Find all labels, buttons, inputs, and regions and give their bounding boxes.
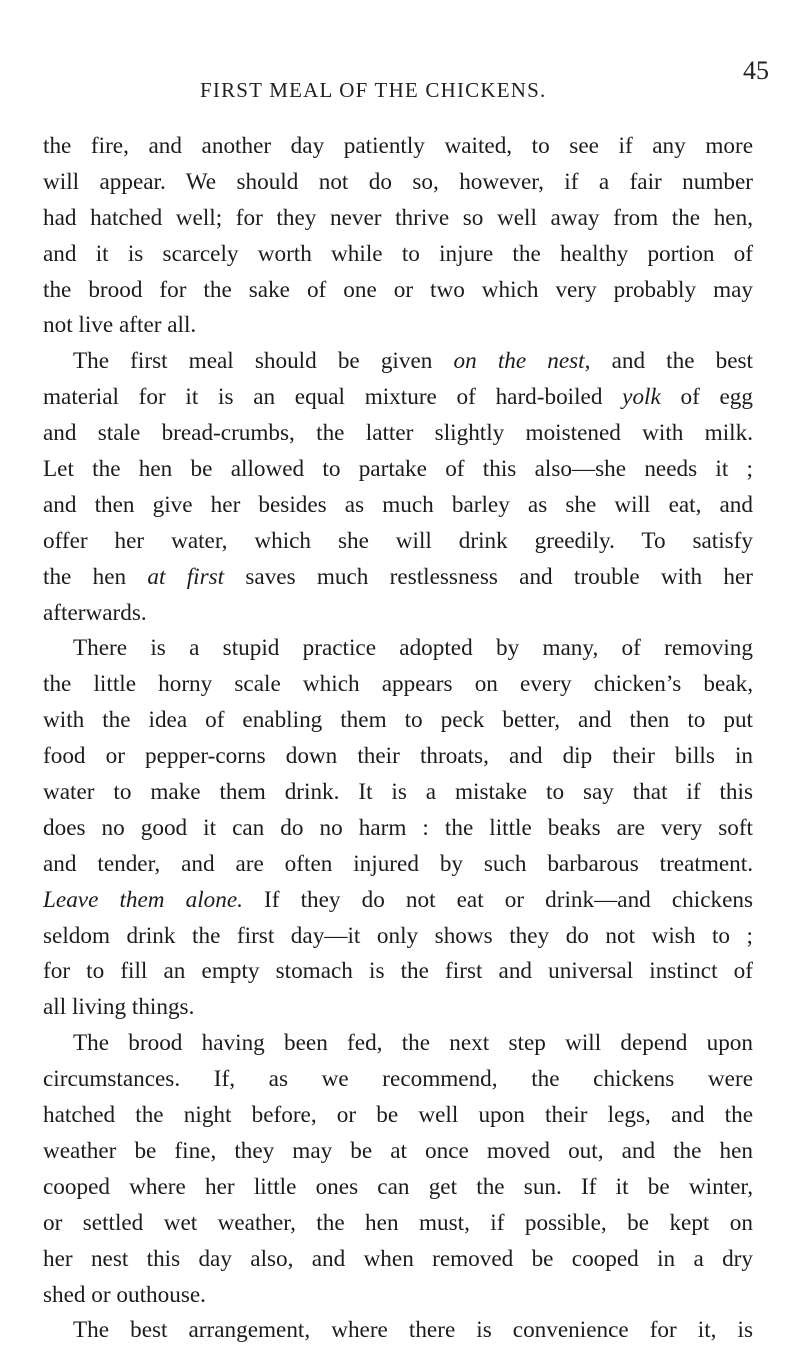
text-line: [43, 524, 753, 560]
text-segment: The first meal should be given: [73, 348, 454, 375]
text-line: [43, 237, 753, 273]
text-segment: cooped where her little ones can get the sun. If it be winter,: [43, 1173, 753, 1200]
text-line: [43, 1242, 753, 1278]
text-segment: If they do not eat or drink—and chickens: [242, 886, 753, 913]
text-segment: saves much restlessness and trouble with her: [224, 563, 754, 590]
text-segment: and the best: [590, 348, 753, 375]
text-segment: does no good it can do no harm : the little beaks are very soft: [43, 814, 753, 841]
text-segment: the little horny scale which appears on every chicken’s beak,: [43, 671, 753, 698]
text-line: [43, 344, 753, 380]
text-segment: water to make them drink. It is a mistake to say that if this: [43, 779, 753, 806]
text-segment: her nest this day also, and when removed be cooped in a dry: [43, 1245, 753, 1272]
text-segment: material for it is an equal mixture of hard-boiled: [43, 384, 623, 411]
text-segment: and tender, and are often injured by such barbarous treatment.: [43, 850, 753, 877]
text-line: [43, 308, 753, 344]
text-segment: seldom drink the first day—it only shows they do not wish to ;: [43, 922, 753, 949]
text-line: [43, 1062, 753, 1098]
text-line: [43, 667, 753, 703]
text-segment: all living things.: [43, 994, 195, 1021]
text-segment: and stale bread-crumbs, the latter slightly moistened with milk.: [43, 420, 753, 447]
text-line: [43, 847, 753, 883]
text-line: [43, 165, 753, 201]
text-line: [43, 1206, 753, 1242]
text-line: [43, 811, 753, 847]
italic-text: Leave them alone.: [43, 886, 243, 913]
text-segment: offer her water, which she will drink greedily. To satisfy: [43, 527, 753, 554]
text-line: [43, 273, 753, 309]
text-line: [43, 631, 753, 667]
italic-text: at first: [147, 563, 225, 590]
text-segment: shed or outhouse.: [43, 1281, 206, 1308]
text-line: [43, 1278, 753, 1314]
text-segment: afterwards.: [43, 599, 147, 626]
text-segment: for to fill an empty stomach is the first and universal instinct of: [43, 958, 753, 985]
text-segment: not live after all.: [43, 312, 197, 339]
text-line: [43, 919, 753, 955]
text-segment: The brood having been fed, the next step will depend upon: [73, 1030, 753, 1057]
text-segment: will appear. We should not do so, however, if a fair number: [43, 168, 753, 195]
text-line: [43, 488, 753, 524]
text-segment: and it is scarcely worth while to injure the healthy portion of: [43, 240, 753, 267]
text-segment: and then give her besides as much barley as she will eat, and: [43, 491, 753, 518]
text-line: [43, 201, 753, 237]
text-line: [43, 560, 753, 596]
text-segment: of egg: [660, 384, 753, 411]
text-segment: the hen: [43, 563, 148, 590]
text-line: [43, 596, 753, 632]
text-line: [43, 1098, 753, 1134]
text-segment: or settled wet weather, the hen must, if possible, be kept on: [43, 1209, 753, 1236]
text-line: [43, 954, 753, 990]
text-segment: Let the hen be allowed to partake of this also—she needs it ;: [43, 456, 753, 483]
text-line: [43, 1134, 753, 1170]
italic-text: yolk: [622, 384, 661, 411]
text-line: [43, 1026, 753, 1062]
text-line: [43, 1313, 753, 1349]
text-segment: food or pepper-corns down their throats, and dip their bills in: [43, 743, 753, 770]
text-segment: with the idea of enabling them to peck better, and then to put: [43, 707, 753, 734]
text-line: [43, 129, 753, 165]
text-segment: weather be fine, they may be at once moved out, and the hen: [43, 1137, 753, 1164]
text-line: [43, 739, 753, 775]
text-line: [43, 452, 753, 488]
text-line: [43, 883, 753, 919]
running-head: FIRST MEAL OF THE CHICKENS.: [200, 78, 547, 102]
text-line: [43, 1170, 753, 1206]
text-line: [43, 775, 753, 811]
page-number: 45: [743, 56, 769, 85]
text-segment: There is a stupid practice adopted by many, of removing: [73, 635, 753, 662]
text-line: [43, 703, 753, 739]
text-segment: circumstances. If, as we recommend, the chickens were: [43, 1066, 753, 1093]
text-segment: the brood for the sake of one or two which very probably may: [43, 276, 753, 303]
italic-text: on the nest,: [453, 348, 591, 375]
text-line: [43, 380, 753, 416]
text-line: [43, 990, 753, 1026]
text-segment: hatched the night before, or be well upon their legs, and the: [43, 1102, 753, 1129]
body-text: [43, 129, 753, 1349]
text-segment: had hatched well; for they never thrive so well away from the hen,: [43, 204, 753, 231]
text-segment: The best arrangement, where there is convenience for it, is: [73, 1317, 753, 1344]
text-line: [43, 416, 753, 452]
text-segment: the fire, and another day patiently waited, to see if any more: [43, 133, 753, 159]
